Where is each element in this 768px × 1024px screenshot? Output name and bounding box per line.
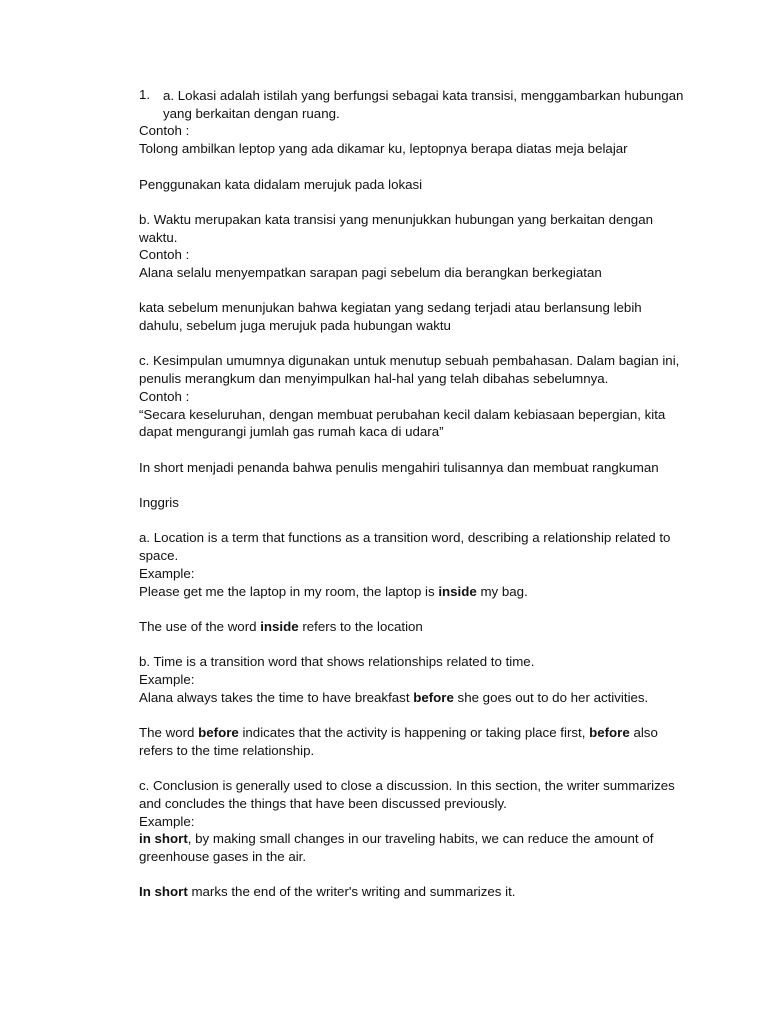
id-a-line2: yang berkaitan dengan ruang. (163, 105, 340, 121)
text-run: my bag. (476, 583, 528, 599)
text-run: also (629, 725, 658, 741)
bold-keyword: inside (260, 618, 299, 634)
en-b-example-label: Example: (139, 672, 195, 688)
text-run: The word (139, 725, 199, 741)
bold-keyword: inside (438, 583, 477, 599)
text-run: she goes out to do her activities. (453, 689, 649, 705)
id-c-line2: penulis merangkum dan menyimpulkan hal-hal yang telah dibahas sebelumnya. (139, 371, 609, 387)
document-body (139, 87, 684, 901)
text-run: refers to the location (298, 618, 423, 634)
text-run: marks the end of the writer's writing and summarizes it. (187, 884, 516, 900)
id-c-example-line2: dapat mengurangi jumlah gas rumah kaca di udara” (139, 424, 444, 440)
en-b-note-line1 (139, 724, 669, 742)
en-c-line2: and concludes the things that have been discussed previously. (139, 795, 507, 811)
text-run: indicates that the activity is happening or taking place first, (238, 725, 590, 741)
bold-keyword: in short (139, 831, 188, 847)
en-a-line1: a. Location is a term that functions as a transition word, describing a relationship related to (139, 530, 671, 546)
text-run: The use of the word (139, 618, 261, 634)
en-c-line1: c. Conclusion is generally used to close a discussion. In this section, the writer summarizes (139, 778, 675, 794)
en-a-line2: space. (139, 548, 179, 564)
en-b-line1: b. Time is a transition word that shows relationships related to time. (139, 654, 535, 670)
id-b-line2: waktu. (139, 229, 178, 245)
id-c-contoh-label: Contoh : (139, 388, 190, 404)
text-run: , by making small changes in our traveling habits, we can reduce the amount of (187, 831, 654, 847)
section-heading-inggris: Inggris (139, 495, 179, 511)
id-b-line1: b. Waktu merupakan kata transisi yang menunjukkan hubungan yang berkaitan dengan (139, 211, 653, 227)
en-b-example (139, 689, 669, 707)
bold-keyword: before (413, 689, 454, 705)
id-b-note-line1: kata sebelum menunjukan bahwa kegiatan yang sedang terjadi atau berlansung lebih (139, 300, 642, 316)
en-c-example-label: Example: (139, 813, 195, 829)
id-b-contoh-label: Contoh : (139, 247, 190, 263)
id-c-example-line1: “Secara keseluruhan, dengan membuat perubahan kecil dalam kebiasaan bepergian, kita (139, 406, 666, 422)
en-a-note (139, 618, 669, 636)
id-b-note-line2: dahulu, sebelum juga merujuk pada hubungan waktu (139, 318, 451, 334)
en-b-note-line2: refers to the time relationship. (139, 742, 315, 758)
en-c-example-line2: greenhouse gases in the air. (139, 849, 307, 865)
list-number: 1. (139, 87, 151, 102)
list-item-1 (139, 87, 684, 122)
bold-keyword: In short (139, 884, 188, 900)
text-run: Please get me the laptop in my room, the laptop is (139, 583, 439, 599)
en-a-example-label: Example: (139, 565, 195, 581)
en-a-example (139, 583, 669, 601)
en-c-note (139, 883, 669, 901)
id-c-line1: c. Kesimpulan umumnya digunakan untuk menutup sebuah pembahasan. Dalam bagian ini, (139, 353, 680, 369)
text-run: Alana always takes the time to have breakfast (139, 689, 414, 705)
id-a-contoh-label: Contoh : (139, 123, 190, 139)
bold-keyword: before (198, 725, 239, 741)
id-b-example: Alana selalu menyempatkan sarapan pagi sebelum dia berangkan berkegiatan (139, 265, 602, 280)
id-a-line1: a. Lokasi adalah istilah yang berfungsi sebagai kata transisi, menggambarkan hubungan (163, 88, 684, 103)
bold-keyword: before (589, 725, 630, 741)
id-a-note: Penggunakan kata didalam merujuk pada lokasi (139, 176, 423, 192)
en-c-example-line1 (139, 830, 669, 848)
id-c-note: In short menjadi penanda bahwa penulis mengahiri tulisannya dan membuat rangkuman (139, 459, 659, 475)
id-a-example: Tolong ambilkan leptop yang ada dikamar ku, leptopnya berapa diatas meja belajar (139, 141, 628, 157)
